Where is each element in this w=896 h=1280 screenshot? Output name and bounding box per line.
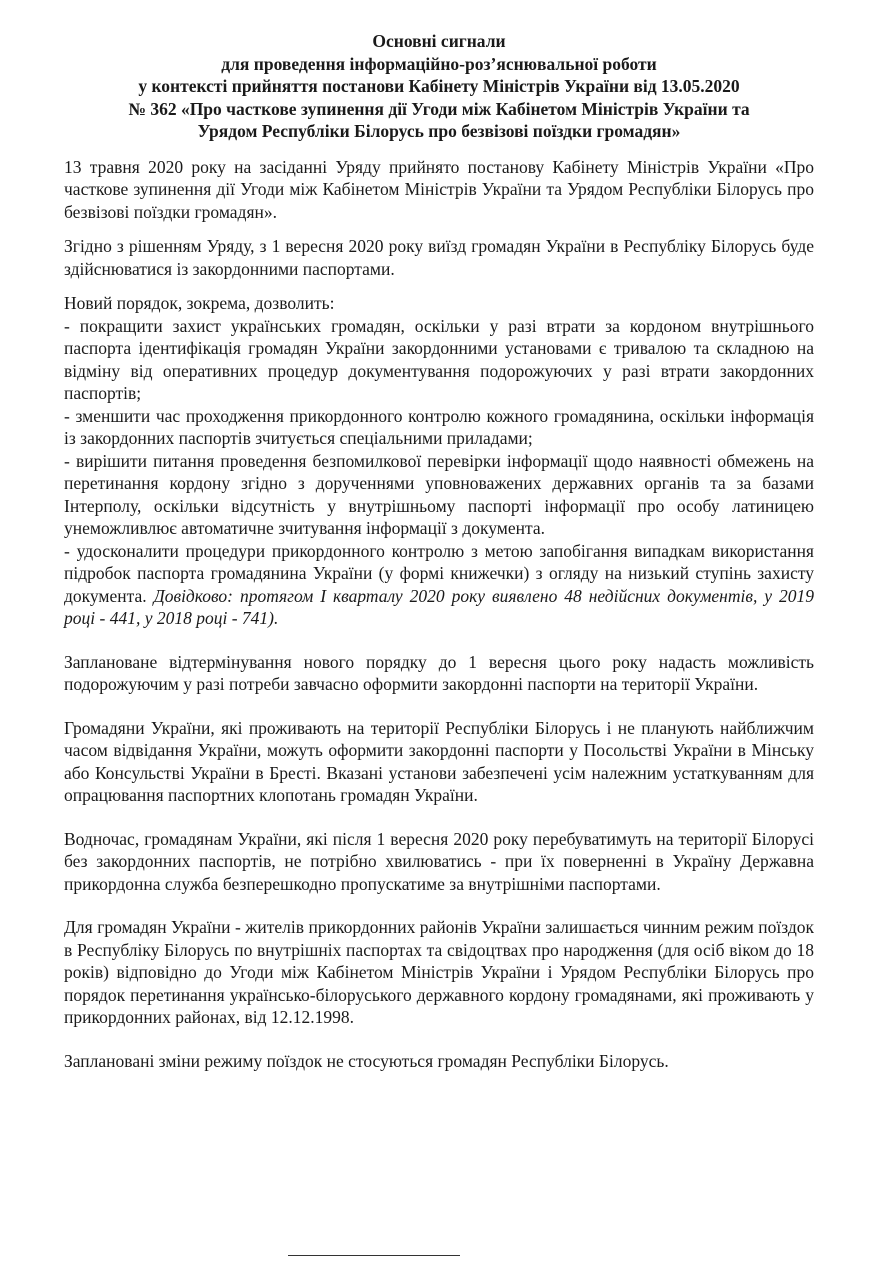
benefit-item — [64, 540, 814, 630]
paragraph-exit-rule: Згідно з рішенням Уряду, з 1 вересня 2020 року виїзд громадян України в Республіку Білорусь буде здійснюватися із закордонними паспортами. — [64, 236, 814, 279]
benefit-item: - зменшити час проходження прикордонного контролю кожного громадянина, оскільки інформація із закордонних паспортів зчитується спеціальними приладами; — [64, 405, 814, 448]
paragraph-belarus-citizens: Заплановані зміни режиму поїздок не стосуються громадян Республіки Білорусь. — [64, 1050, 669, 1071]
paragraph-border-regions: Для громадян України - жителів прикордонних районів України залишається чинним режим поїздок в Республіку Білорусь по внутрішніх паспортах та свідоцтвах про народження (для осіб віком до 18 років) відповідно до Угоди між Кабінетом Міністрів України і Урядом Республіки Білорусь про порядок перетинання українсько-білоруського державного кордону громадянами, які проживають у прикордонних районах, від 12.12.1998. — [64, 917, 814, 1027]
paragraph-benefits — [64, 292, 814, 630]
benefit-item: - вирішити питання проведення безпомилкової перевірки інформації щодо наявності обмежень на перетинання кордону згідно з дорученнями уповноважених державних органів та за базами Інтерполу, оскільки відсутність у внутрішньому паспорті інформації про особу латиницею унеможливлює автоматичне зчитування інформації з документа. — [64, 450, 814, 538]
benefit-item: - покращити захист українських громадян, оскільки у разі втрати за кордоном внутрішнього паспорта ідентифікація громадян України закордонними установами є тривалою та складною на відміну від оперативних процедур документування подорожуючих у разі втрати закордонних паспортів; — [64, 315, 814, 403]
title-line: для проведення інформаційно-роз’яснювальної роботи — [221, 53, 657, 74]
paragraph-postponement: Заплановане відтермінування нового порядку до 1 вересня цього року надасть можливість подорожуючим у разі потреби завчасно оформити закордонні паспорти на території України. — [64, 651, 814, 694]
closing-divider — [288, 1255, 460, 1256]
benefit-item-text: - удосконалити процедури прикордонного контролю з метою запобігання випадкам використання підробок паспорта громадянина України (у формі книжечки) з огляду на низький ступінь захисту документа. — [64, 540, 814, 606]
document-title — [64, 30, 814, 143]
paragraph-return: Водночас, громадянам України, які після 1 вересня 2020 року перебуватимуть на території Білорусі без закордонних паспортів, не потрібно хвилюватись - при їх поверненні в Україну Державна прикордонна служба безперешкодно пропускатиме за внутрішніми паспортами. — [64, 828, 814, 894]
benefits-lead: Новий порядок, зокрема, дозволить: — [64, 293, 335, 313]
title-line: Основні сигнали — [372, 31, 506, 51]
title-line: Урядом Республіки Білорусь про безвізові поїздки громадян» — [197, 121, 681, 141]
title-line: у контексті прийняття постанови Кабінету Міністрів України від 13.05.2020 — [138, 76, 740, 96]
paragraph-citizens-in-belarus: Громадяни України, які проживають на території Республіки Білорусь і не планують найближчим часом відвідання України, можуть оформити закордонні паспорти у Посольстві України в Мінську або Консульстві України в Бресті. Вказані установи забезпечені усім належним устаткуванням для опрацювання паспортних клопотань громадян України. — [64, 717, 814, 805]
paragraph-resolution-adopted: 13 травня 2020 року на засіданні Уряду прийнято постанову Кабінету Міністрів України «Про часткове зупинення дії Угоди між Кабінетом Міністрів України та Урядом Республіки Білорусь про безвізові поїздки громадян». — [64, 156, 814, 222]
title-line: № 362 «Про часткове зупинення дії Угоди між Кабінетом Міністрів України та — [128, 98, 750, 119]
statistics-note: Довідково: протягом І кварталу 2020 року виявлено 48 недійсних документів, у 2019 році - 441, у 2018 році - 741). — [64, 585, 815, 628]
